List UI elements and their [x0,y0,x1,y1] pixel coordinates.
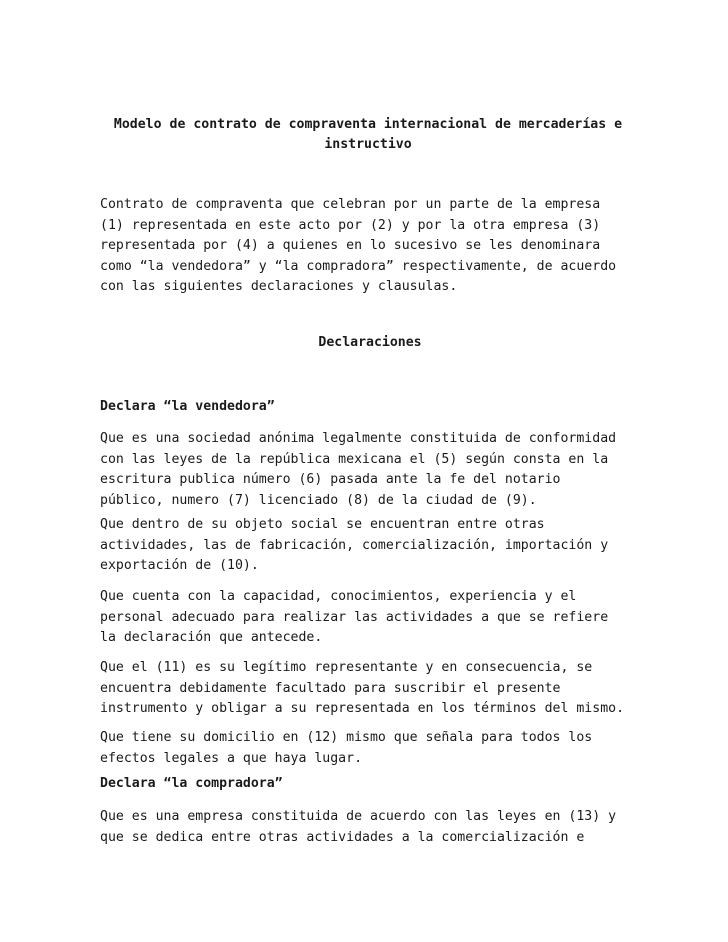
compradora-heading: Declara “la compradora” [100,776,283,791]
compradora-paragraph-1: Que es una empresa constituida de acuerdo con las leyes en (13) y que se dedica entre otras actividades a la comercialización e [100,809,617,845]
vendedora-paragraph-1: Que es una sociedad anónima legalmente constituida de conformidad con las leyes de la república mexicana el (5) según consta en la escritura publica número (6) pasada ante la fe del notario público, numero (7) licenciado (8) de la ciudad de (9). [100,431,617,508]
vendedora-paragraph-3: Que cuenta con la capacidad, conocimientos, experiencia y el personal adecuado para realizar las actividades a que se refiere la declaración que antecede. [100,589,609,645]
intro-paragraph: Contrato de compraventa que celebran por un parte de la empresa (1) representada en este acto por (2) y por la otra empresa (3) representada por (4) a quienes en lo sucesivo se les denominara como “la vendedora” y “la compradora” respectivamente, de acuerdo con las siguientes declaraciones y clausulas. [100,197,617,294]
vendedora-paragraph-2: Que dentro de su objeto social se encuentran entre otras actividades, las de fabricación, comercialización, importación y exportación de (10). [100,517,609,573]
declaraciones-heading: Declaraciones [318,335,422,350]
vendedora-paragraph-5: Que tiene su domicilio en (12) mismo que señala para todos los efectos legales a que haya lugar. [100,730,593,766]
vendedora-heading: Declara “la vendedora” [100,399,275,414]
document-title: Modelo de contrato de compraventa internacional de mercaderías e instructivo [113,117,623,152]
vendedora-paragraph-4: Que el (11) es su legítimo representante y en consecuencia, se encuentra debidamente facultado para suscribir el presente instrumento y obligar a su representada en los términos del mismo. [100,660,625,716]
